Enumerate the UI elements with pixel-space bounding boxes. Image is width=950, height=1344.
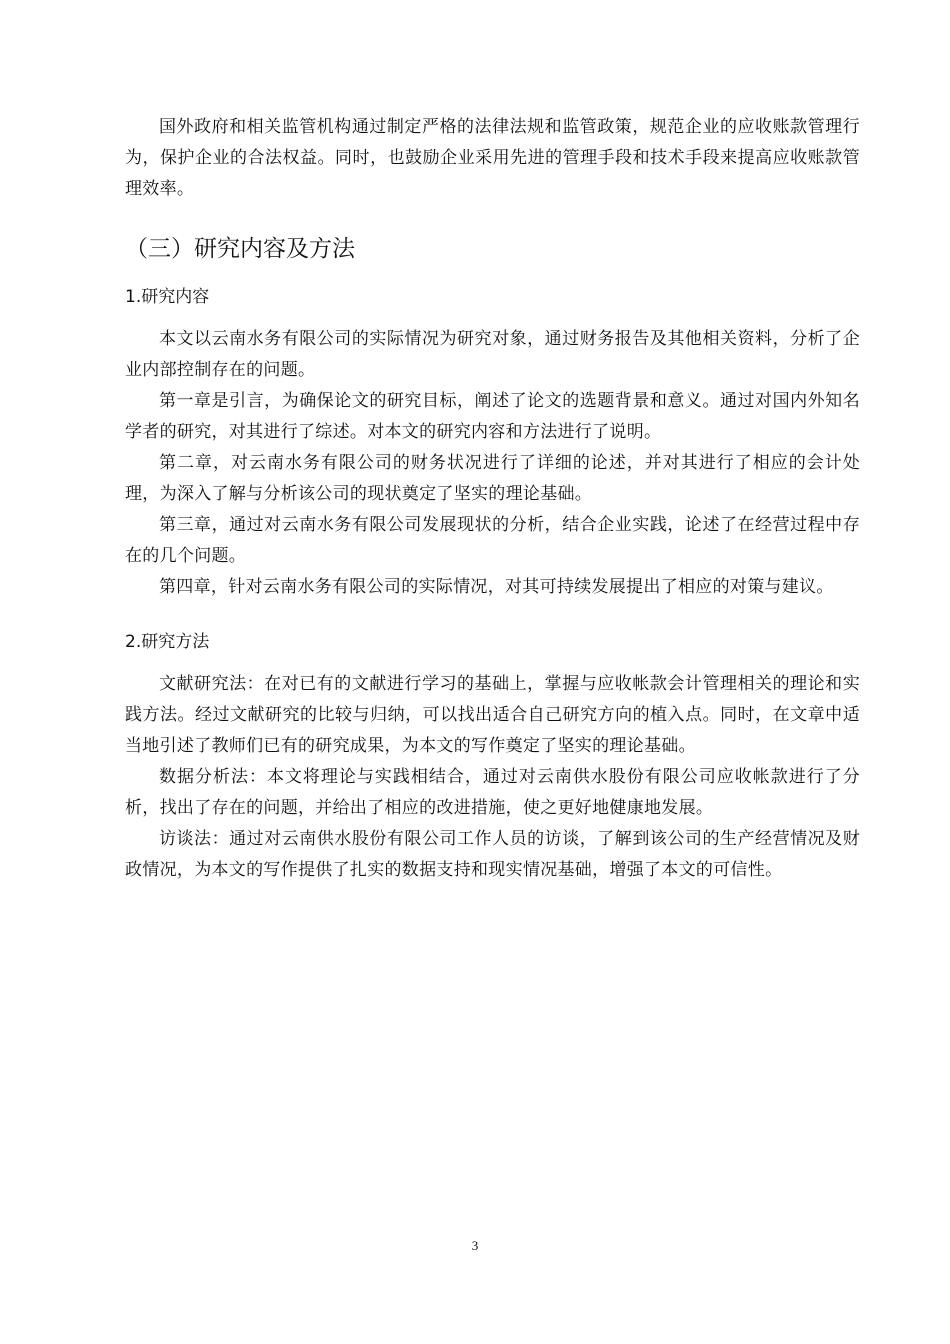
methods-paragraph: 访谈法：通过对云南供水股份有限公司工作人员的访谈，了解到该公司的生产经营情况及财政情况，为本文的写作提供了扎实的数据支持和现实情况基础，增强了本文的可信性。 [125, 829, 860, 880]
content-paragraph: 第四章，针对云南水务有限公司的实际情况，对其可持续发展提出了相应的对策与建议。 [159, 577, 834, 597]
methods-paragraph: 文献研究法：在对已有的文献进行学习的基础上，掌握与应收帐款会计管理相关的理论和实践方法。经过文献研究的比较与归纳，可以找出适合自己研究方向的植入点。同时，在文章中适当地引述了教师们已有的研究成果，为本文的写作奠定了坚实的理论基础。 [125, 674, 860, 756]
section-heading: （三）研究内容及方法 [125, 236, 355, 262]
content-paragraph: 第三章，通过对云南水务有限公司发展现状的分析，结合企业实践，论述了在经营过程中存在的几个问题。 [125, 515, 860, 566]
subsection-heading-methods: 2.研究方法 [125, 632, 210, 652]
subsection-heading-content: 1.研究内容 [125, 287, 210, 307]
page-content [125, 112, 860, 886]
content-paragraph: 第二章，对云南水务有限公司的财务状况进行了详细的论述，并对其进行了相应的会计处理，为深入了解与分析该公司的现状奠定了坚实的理论基础。 [125, 453, 860, 504]
methods-paragraph: 数据分析法：本文将理论与实践相结合，通过对云南供水股份有限公司应收帐款进行了分析，找出了存在的问题，并给出了相应的改进措施，使之更好地健康地发展。 [125, 767, 860, 818]
content-paragraph: 本文以云南水务有限公司的实际情况为研究对象，通过财务报告及其他相关资料，分析了企业内部控制存在的问题。 [125, 329, 860, 380]
content-paragraph: 第一章是引言，为确保论文的研究目标，阐述了论文的选题背景和意义。通过对国内外知名学者的研究，对其进行了综述。对本文的研究内容和方法进行了说明。 [125, 391, 860, 442]
page-number: 3 [471, 1238, 479, 1253]
intro-paragraph: 国外政府和相关监管机构通过制定严格的法律法规和监管政策，规范企业的应收账款管理行为，保护企业的合法权益。同时，也鼓励企业采用先进的管理手段和技术手段来提高应收账款管理效率。 [125, 117, 860, 199]
